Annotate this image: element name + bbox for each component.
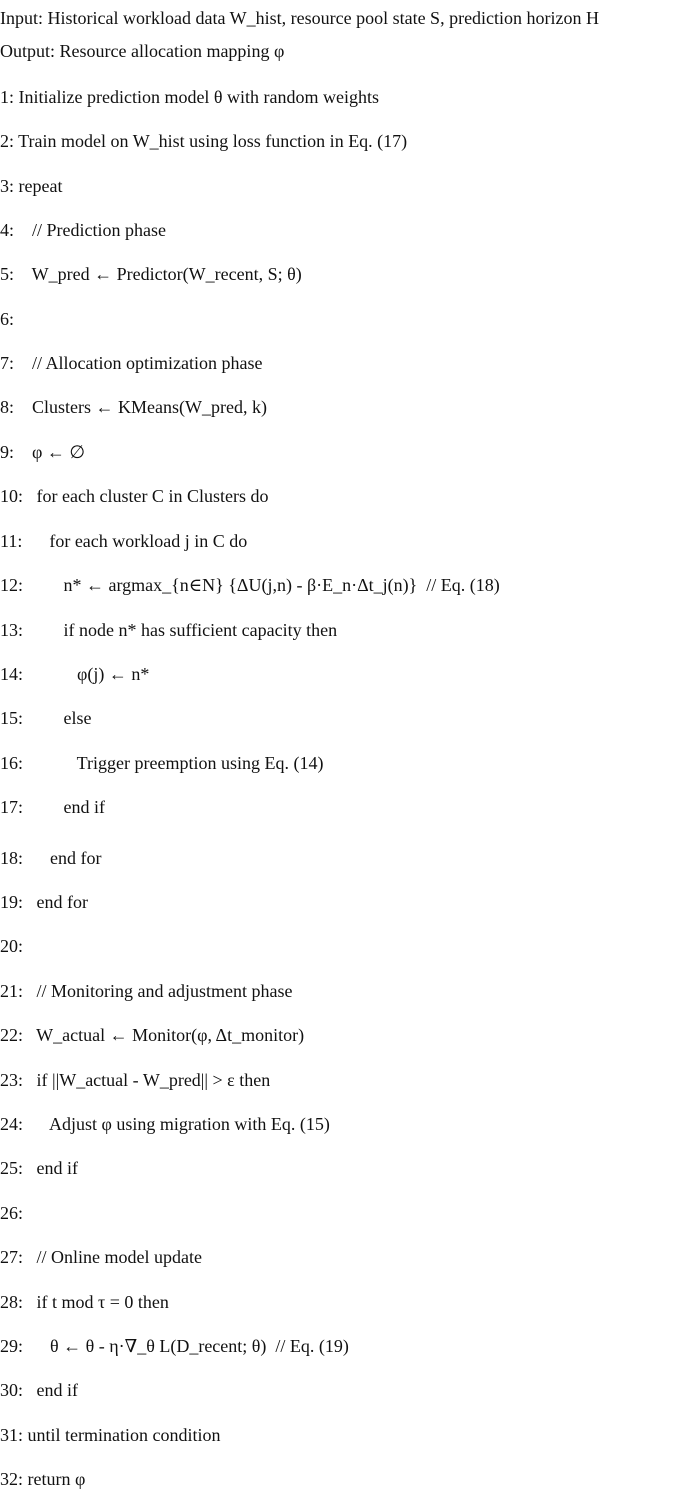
algorithm-line: 20: — [0, 936, 24, 956]
algorithm-line: 28: if t mod τ = 0 then — [0, 1292, 169, 1312]
algorithm-line: 9: φ ← ∅ — [0, 442, 86, 462]
algorithm-line: 32: return φ — [0, 1469, 86, 1489]
algorithm-line: 8: Clusters ← KMeans(W_pred, k) — [0, 397, 267, 417]
algorithm-line: 2: Train model on W_hist using loss function in Eq. (17) — [0, 131, 408, 151]
algorithm-line: 16: Trigger preemption using Eq. (14) — [0, 753, 324, 773]
algorithm-line: 19: end for — [0, 892, 88, 912]
algorithm-line: 22: W_actual ← Monitor(φ, Δt_monitor) — [0, 1025, 305, 1045]
algorithm-line: 1: Initialize prediction model θ with random weights — [0, 87, 380, 107]
algorithm-line: 14: φ(j) ← n* — [0, 664, 150, 684]
algorithm-line: 6: — [0, 309, 15, 329]
algorithm-input: Input: Historical workload data W_hist, resource pool state S, prediction horizon H — [0, 8, 600, 28]
algorithm-line: 24: Adjust φ using migration with Eq. (15) — [0, 1114, 330, 1134]
algorithm-line: 11: for each workload j in C do — [0, 531, 248, 551]
algorithm-line: 23: if ||W_actual - W_pred|| > ε then — [0, 1070, 271, 1090]
algorithm-line: 29: θ ← θ - η·∇_θ L(D_recent; θ) // Eq. (19) — [0, 1336, 349, 1356]
algorithm-line: 30: end if — [0, 1380, 78, 1400]
algorithm-line: 21: // Monitoring and adjustment phase — [0, 981, 293, 1001]
algorithm-line: 27: // Online model update — [0, 1247, 202, 1267]
algorithm-line: 15: else — [0, 708, 92, 728]
algorithm-output: Output: Resource allocation mapping φ — [0, 41, 285, 61]
algorithm-line: 26: — [0, 1203, 24, 1223]
algorithm-line: 7: // Allocation optimization phase — [0, 353, 263, 373]
algorithm-line: 4: // Prediction phase — [0, 220, 166, 240]
algorithm-line: 25: end if — [0, 1158, 78, 1178]
algorithm-line: 10: for each cluster C in Clusters do — [0, 486, 269, 506]
algorithm-line: 12: n* ← argmax_{n∈N} {ΔU(j,n) - β·E_n·Δt_j(n)} // Eq. (18) — [0, 575, 500, 595]
algorithm-line: 5: W_pred ← Predictor(W_recent, S; θ) — [0, 264, 302, 284]
algorithm-line: 18: end for — [0, 848, 102, 868]
algorithm-line: 17: end if — [0, 797, 105, 817]
algorithm-line: 3: repeat — [0, 176, 63, 196]
algorithm-line: 13: if node n* has sufficient capacity then — [0, 620, 338, 640]
algorithm-line: 31: until termination condition — [0, 1425, 221, 1445]
